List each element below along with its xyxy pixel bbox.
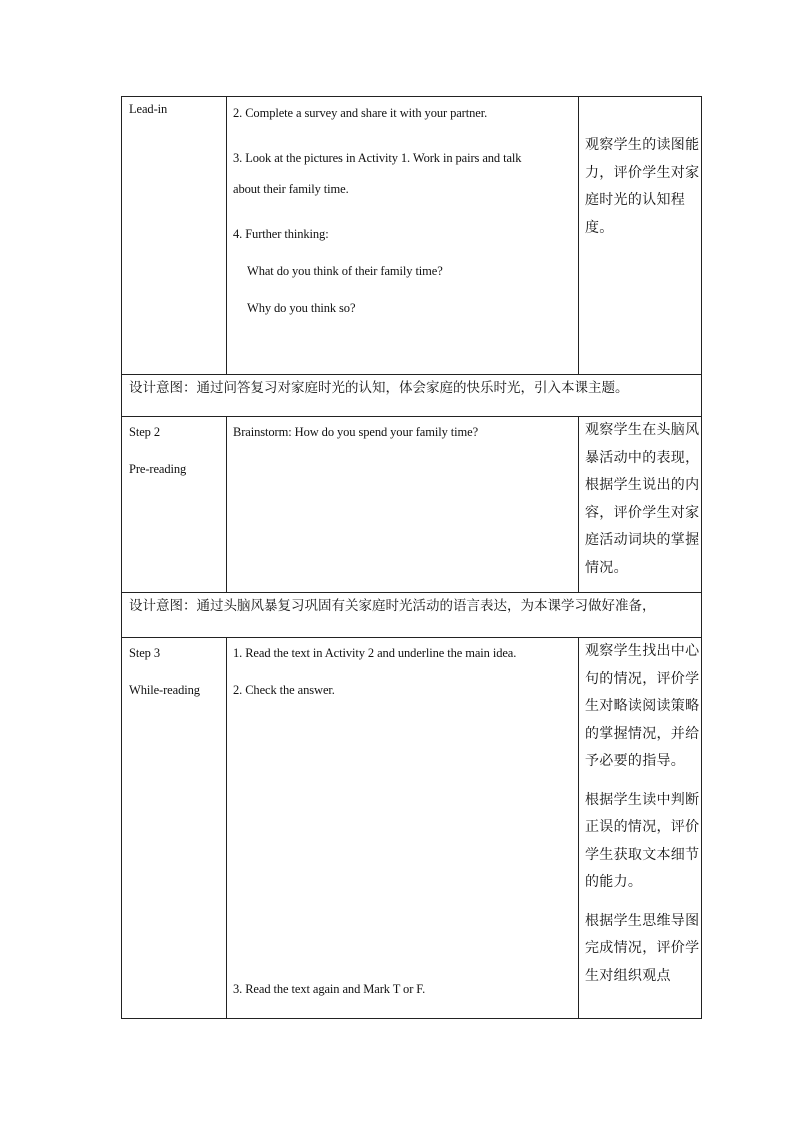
step3-stage-cell [122, 638, 227, 1019]
lesson-plan-table [121, 96, 702, 1019]
lead-in-assessment-cell [579, 97, 702, 375]
step2-activity-cell [227, 417, 579, 593]
lead-in-activity-cell [227, 97, 579, 375]
step2-intent: 设计意图：通过头脑风暴复习巩固有关家庭时光活动的语言表达，为本课学习做好准备， [122, 593, 702, 638]
step3-item-3: 3. Read the text again and Mark T or F. [233, 982, 426, 996]
step3-item-1: 1. Read the text in Activity 2 and underline the main idea. [233, 646, 517, 660]
step3-assessment-cell [579, 638, 702, 1019]
lead-in-intent: 设计意图：通过问答复习对家庭时光的认知，体会家庭的快乐时光，引入本课主题。 [122, 375, 702, 417]
step3-assessment-2: 根据学生读中判断正误的情况，评价学生获取文本细节的能力。 [585, 791, 700, 890]
step3-activity-cell [227, 638, 579, 1019]
step2-row [122, 417, 702, 593]
lead-in-stage-cell [122, 97, 227, 375]
step2-stage-cell [122, 417, 227, 593]
lead-in-item-3-line-1: 3. Look at the pictures in Activity 1. Work in pairs and talk [233, 151, 522, 165]
step2-step: Step 2 [129, 425, 160, 439]
lead-in-question-1: What do you think of their family time? [247, 264, 443, 278]
step2-intent-row [122, 593, 702, 638]
step3-assessment-1: 观察学生找出中心句的情况，评价学生对略读阅读策略的掌握情况，并给予必要的指导。 [585, 643, 700, 769]
step3-row [122, 638, 702, 1019]
lead-in-item-3-line-2: about their family time. [233, 182, 349, 196]
step3-item-2: 2. Check the answer. [233, 683, 335, 697]
lead-in-assessment: 观察学生的读图能力，评价学生对家庭时光的认知程度。 [585, 137, 700, 236]
lead-in-item-2: 2. Complete a survey and share it with your partner. [233, 106, 488, 120]
step2-activity: Brainstorm: How do you spend your family time? [233, 425, 479, 439]
lead-in-intent-row [122, 375, 702, 417]
step2-assessment: 观察学生在头脑风暴活动中的表现，根据学生说出的内容，评价学生对家庭活动词块的掌握情况。 [585, 422, 700, 576]
lead-in-question-2: Why do you think so? [247, 301, 356, 315]
lead-in-stage: Lead-in [129, 102, 168, 116]
step2-stage: Pre-reading [129, 462, 187, 476]
lead-in-item-4: 4. Further thinking: [233, 227, 329, 241]
step2-assessment-cell [579, 417, 702, 593]
step3-step: Step 3 [129, 646, 160, 660]
step3-stage: While-reading [129, 683, 200, 697]
lead-in-row [122, 97, 702, 375]
step3-assessment-3: 根据学生思维导图完成情况，评价学生对组织观点 [585, 912, 700, 984]
